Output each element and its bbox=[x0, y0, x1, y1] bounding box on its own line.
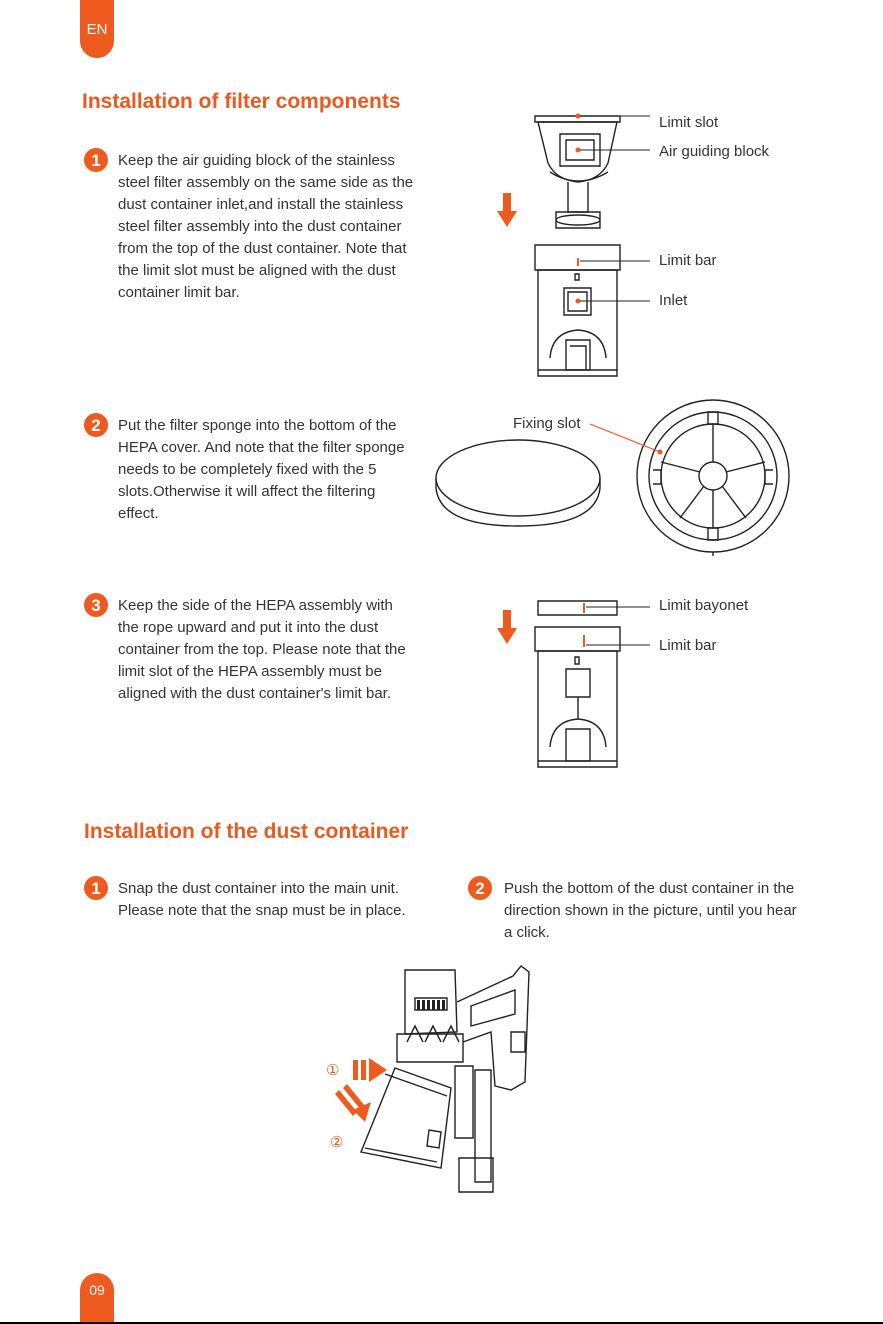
section-title-dust-container: Installation of the dust container bbox=[84, 820, 409, 843]
step-text: Snap the dust container into the main unit. Please note that the snap must be in place. bbox=[118, 880, 406, 919]
step-marker-1: ① bbox=[326, 1062, 340, 1079]
callout-air-guiding-block: Air guiding block bbox=[659, 143, 770, 160]
step-text: Push the bottom of the dust container in the direction shown in the picture, until you hear a click. bbox=[504, 880, 797, 941]
language-tab: EN bbox=[80, 0, 114, 58]
section-title-filter: Installation of filter components bbox=[82, 90, 401, 113]
callout-inlet: Inlet bbox=[659, 292, 688, 309]
step-number: 3 bbox=[84, 593, 108, 617]
callout-limit-slot: Limit slot bbox=[659, 114, 719, 131]
step-marker-2: ② bbox=[330, 1134, 344, 1151]
step-text: Keep the side of the HEPA assembly with the rope upward and put it into the dust container from the top. Please note that the limit slot of the HEPA assembly must be aligned with the dust container's limit bar. bbox=[118, 597, 406, 702]
callout-limit-bayonet: Limit bayonet bbox=[659, 597, 749, 614]
down-arrow-icon bbox=[497, 193, 517, 227]
step-number: 2 bbox=[84, 413, 108, 437]
down-arrow-icon bbox=[497, 610, 517, 644]
filter-install-figure bbox=[490, 108, 660, 383]
step-number: 1 bbox=[84, 876, 108, 900]
callout-fixing-slot: Fixing slot bbox=[513, 415, 581, 432]
callout-limit-bar: Limit bar bbox=[659, 637, 717, 654]
dust-container-install-figure bbox=[325, 962, 555, 1194]
page-number: 09 bbox=[80, 1273, 114, 1324]
step-number: 2 bbox=[468, 876, 492, 900]
callout-limit-bar: Limit bar bbox=[659, 252, 717, 269]
step-number: 1 bbox=[84, 148, 108, 172]
step-text: Keep the air guiding block of the stainless steel filter assembly on the same side as the dust container inlet,and install the stainless steel filter assembly into the dust container from the top of the dust container. Note that the limit slot must be aligned with the dust container limit bar. bbox=[118, 152, 414, 301]
sponge-hepa-figure bbox=[430, 400, 815, 555]
step-text: Put the filter sponge into the bottom of the HEPA cover. And note that the filter sponge needs to be completely fixed with the 5 slots.Otherwise it will affect the filtering effect. bbox=[118, 417, 405, 522]
